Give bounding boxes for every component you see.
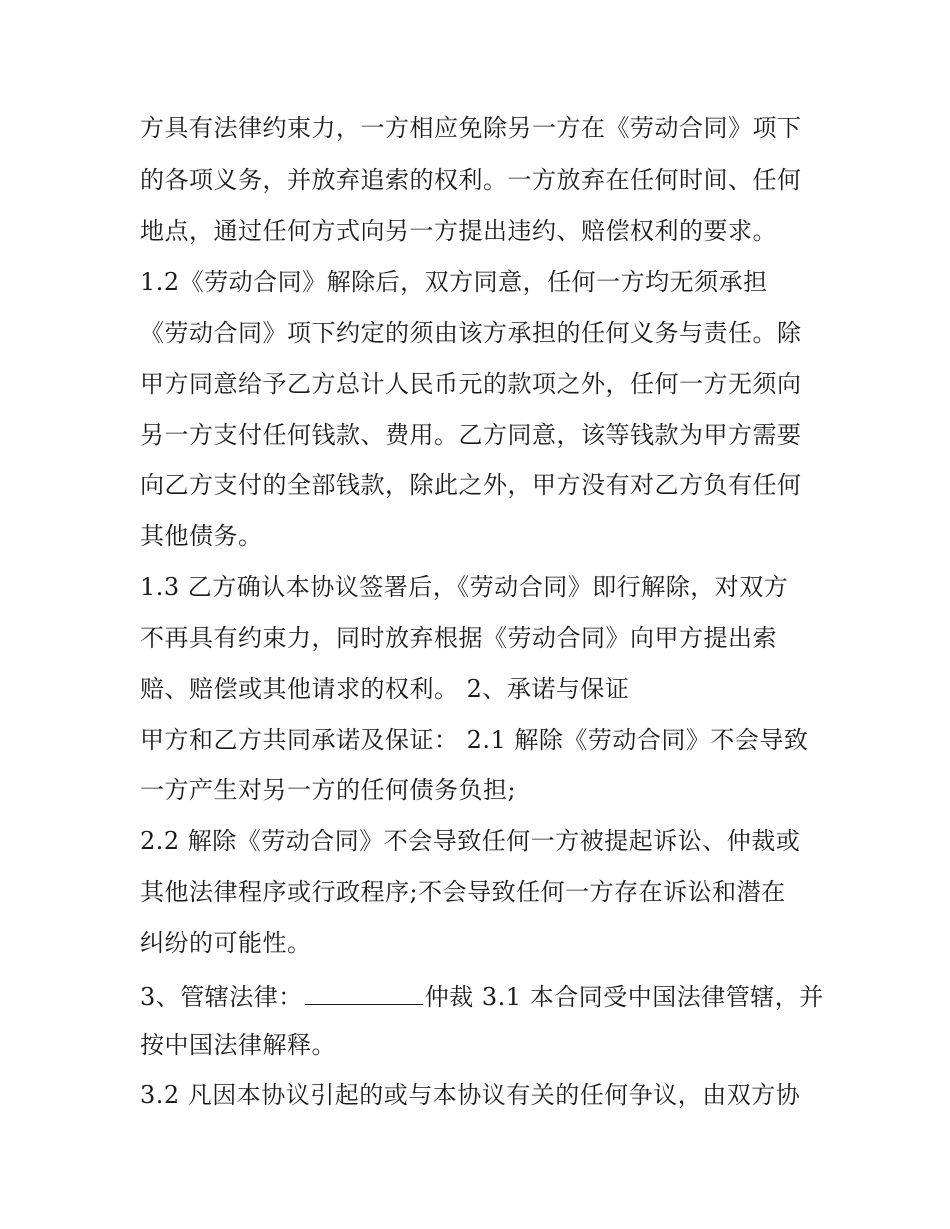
governing-law-prefix: 3、管辖法律：	[140, 983, 303, 1011]
text-line: 的各项义务，并放弃追索的权利。一方放弃在任何时间、任何	[140, 166, 802, 194]
text-line: 其他债务。	[140, 522, 263, 550]
text-line: 纠纷的可能性。	[140, 929, 312, 957]
governing-law-line	[140, 978, 830, 1013]
governing-law-suffix: 仲裁 3.1 本合同受中国法律管辖，并	[424, 983, 824, 1011]
text-line: 3.2 凡因本协议引起的或与本协议有关的任何争议，由双方协	[140, 1081, 801, 1109]
text-line: 一方产生对另一方的任何债务负担;	[140, 776, 517, 804]
text-line: 地点，通过任何方式向另一方提出违约、赔偿权利的要求。	[140, 217, 777, 245]
text-line: 方具有法律约束力，一方相应免除另一方在《劳动合同》项下	[140, 114, 802, 142]
blank-fill-field	[305, 978, 423, 1005]
text-line: 《劳动合同》项下约定的须由该方承担的任何义务与责任。除	[140, 319, 802, 347]
text-line: 另一方支付任何钱款、费用。乙方同意，该等钱款为甲方需要	[140, 421, 802, 449]
text-line: 甲方同意给予乙方总计人民币元的款项之外，任何一方无须向	[140, 370, 802, 398]
text-line: 赔、赔偿或其他请求的权利。 2、承诺与保证	[140, 675, 630, 703]
text-line: 向乙方支付的全部钱款，除此之外，甲方没有对乙方负有任何	[140, 471, 802, 499]
text-line: 甲方和乙方共同承诺及保证： 2.1 解除《劳动合同》不会导致	[140, 726, 809, 754]
text-line: 不再具有约束力，同时放弃根据《劳动合同》向甲方提出索	[140, 624, 777, 652]
text-line: 1.2《劳动合同》解除后，双方同意，任何一方均无须承担	[140, 268, 768, 296]
text-line: 其他法律程序或行政程序;不会导致任何一方存在诉讼和潜在	[140, 878, 786, 906]
text-line: 2.2 解除《劳动合同》不会导致任何一方被提起诉讼、仲裁或	[140, 827, 801, 855]
text-line: 按中国法律解释。	[140, 1031, 336, 1059]
text-line: 1.3 乙方确认本协议签署后，《劳动合同》即行解除，对双方	[140, 573, 789, 601]
